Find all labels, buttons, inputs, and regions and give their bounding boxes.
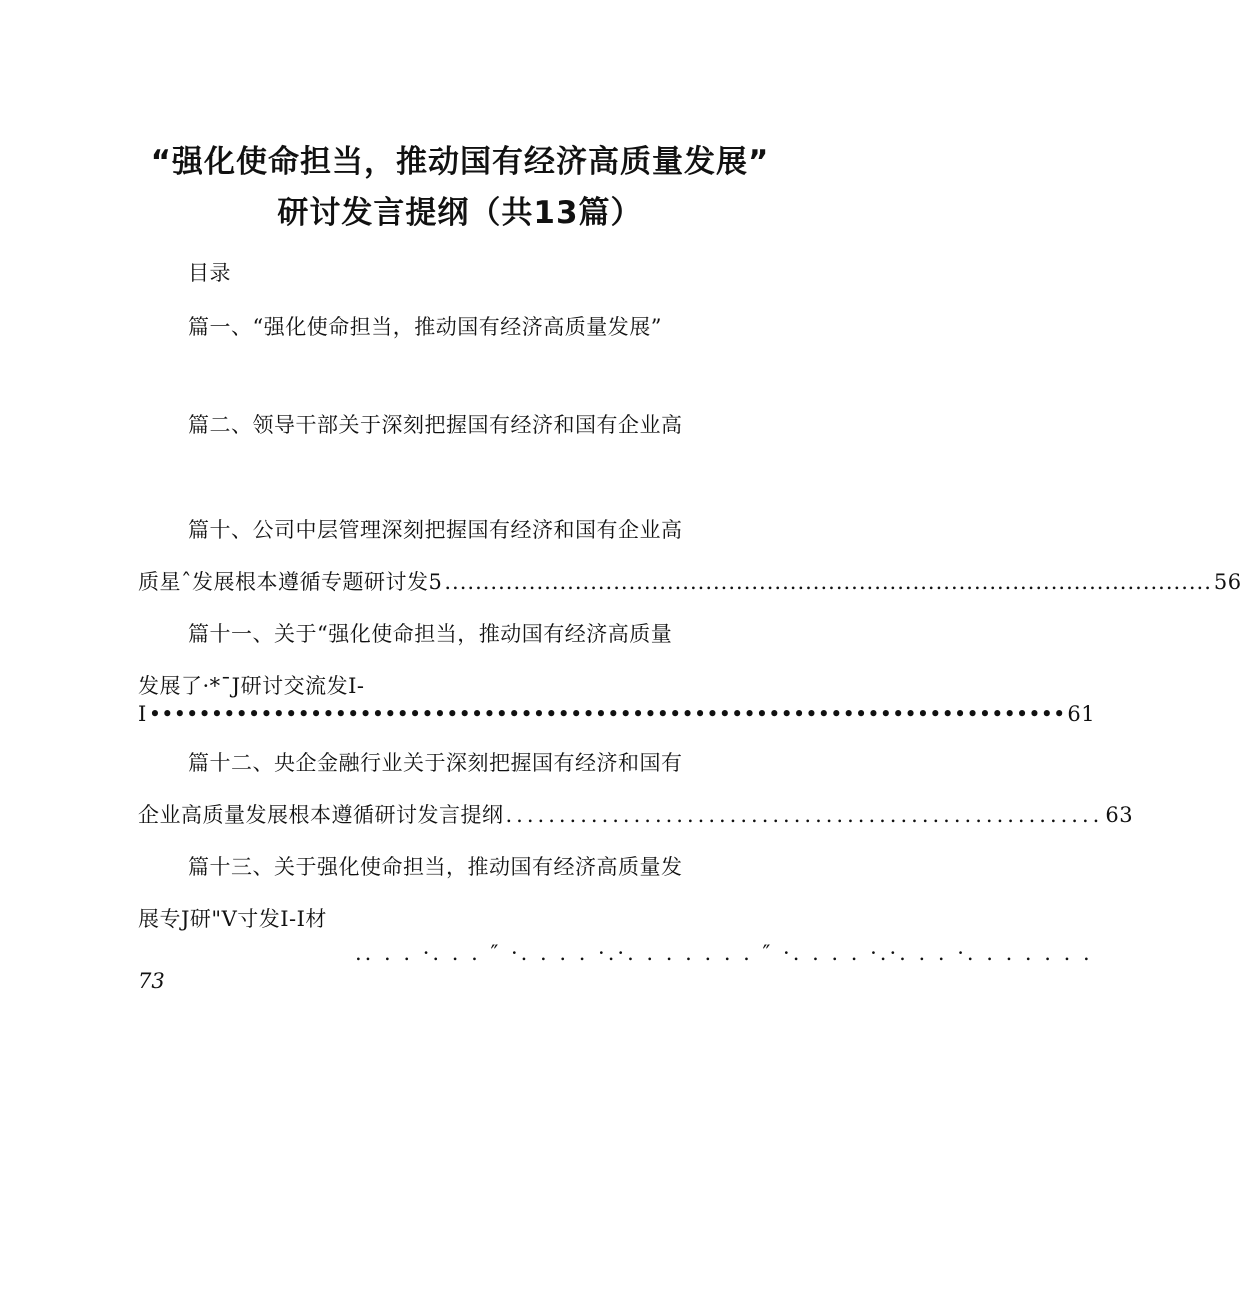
toc-entry-11-line-1[interactable]: 篇十一、关于“强化使命担当，推动国有经济高质量 bbox=[188, 622, 673, 646]
toc-page-number: 73 bbox=[138, 969, 165, 993]
toc-entry-13-line-2[interactable]: 展专J研"V寸发I-I材 bbox=[138, 907, 327, 931]
toc-entry-13-line-1[interactable]: 篇十三、关于强化使命担当，推动国有经济高质量发 bbox=[188, 855, 683, 879]
toc-entry-10-row[interactable] bbox=[138, 567, 1242, 597]
toc-entry-10-line-1[interactable]: 篇十、公司中层管理深刻把握国有经济和国有企业高 bbox=[188, 518, 683, 542]
toc-leader-dots: •••••••••••••••••••••••••••••••••••••••••••••••••••••••••••••••••••••••••• bbox=[148, 702, 1066, 726]
document-title-line-1: “强化使命担当，推动国有经济高质量发展” bbox=[150, 144, 770, 180]
toc-entry-12-line-1[interactable]: 篇十二、央企金融行业关于深刻把握国有经济和国有 bbox=[188, 751, 683, 775]
toc-leader-dots: ........................................................ bbox=[505, 803, 1104, 827]
toc-entry-2[interactable]: 篇二、领导干部关于深刻把握国有经济和国有企业高 bbox=[188, 413, 683, 437]
toc-entry-1[interactable]: 篇一、“强化使命担当，推动国有经济高质量发展” bbox=[188, 315, 662, 339]
toc-leader-dots: .................................................................................................... bbox=[444, 570, 1212, 594]
toc-entry-11-line-2[interactable]: 发展了·*ˉJ研讨交流发I- bbox=[138, 674, 365, 698]
toc-page-number: 63 bbox=[1105, 803, 1134, 827]
toc-page-number: 56 bbox=[1213, 570, 1242, 594]
toc-leader-dots: .. . . ·. . . ″ ·. . . . ·.·. . . . . . . ″ ·. . . . ·.·. . . ·. . . . . . . bbox=[355, 941, 1093, 965]
toc-entry-10-line-2: 质星ˆ发展根本遵循专题研讨发5 bbox=[138, 570, 443, 594]
toc-heading: 目录 bbox=[188, 261, 231, 285]
toc-entry-12-row[interactable] bbox=[138, 800, 1134, 830]
document-title-line-2: 研讨发言提纲（共13篇） bbox=[277, 195, 643, 231]
toc-entry-11-row[interactable] bbox=[138, 699, 1096, 729]
toc-page-number: 61 bbox=[1067, 702, 1096, 726]
toc-entry-11-line-3: I bbox=[138, 702, 147, 726]
toc-entry-12-line-2: 企业高质量发展根本遵循研讨发言提纲 bbox=[138, 803, 504, 827]
